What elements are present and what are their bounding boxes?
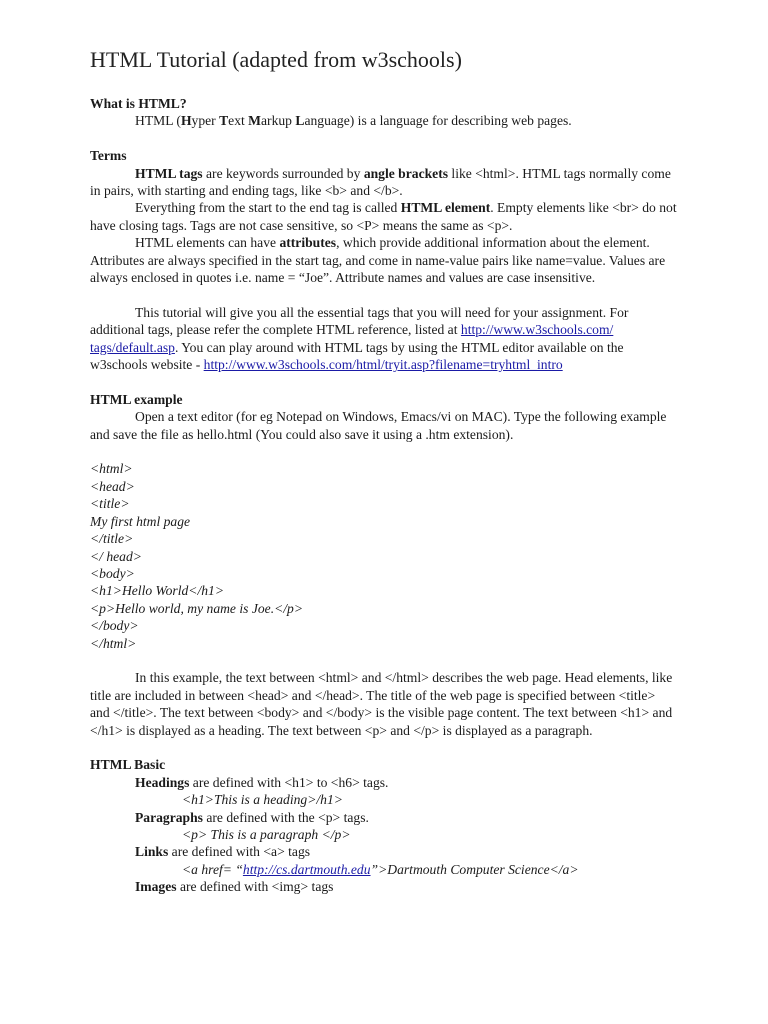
w3schools-reference-link[interactable]: http://www.w3schools.com/ tags/default.asp	[90, 322, 614, 355]
heading-html-example: HTML example	[90, 391, 183, 407]
terms-paragraph-reference: This tutorial will give you all the essential tags that you will need for your assignment. For additional tags, please refer the complete HTML reference, listed at http://www.w3schools.com/ tags/default.asp. You can play around with HTML tags by using the HTML editor available on the w3schools website - http://www.w3schools.com/html/tryit.asp?filename=tryhtml_intro	[90, 304, 629, 373]
example-explanation-paragraph: In this example, the text between <html> and </html> describes the web page. Head elements, like title are included in between <head> and </head>. The title of the web page is specified between <title> and </title>. The text between <body> and </body> is the visible page content. The text between <h1> and </h1> is displayed as a heading. The text between <p> and </p> is displayed as a paragraph.	[90, 670, 673, 738]
basic-paragraphs-code: <p> This is a paragraph </p>	[182, 826, 351, 842]
dartmouth-cs-link[interactable]: http://cs.dartmouth.edu	[242, 861, 371, 877]
code-line: My first html page	[90, 513, 191, 529]
basic-images-item: Images are defined with <img> tags	[135, 879, 334, 895]
what-is-html-paragraph: HTML (Hyper Text Markup Language) is a language for describing web pages.	[135, 113, 572, 129]
w3schools-tryit-link[interactable]: http://www.w3schools.com/html/tryit.asp?filename=tryhtml_intro	[203, 357, 563, 373]
example-intro-paragraph: Open a text editor (for eg Notepad on Windows, Emacs/vi on MAC). Type the following example and save the file as hello.html (You could also save it using a .htm extension).	[90, 409, 667, 442]
basic-links-item: Links are defined with <a> tags	[135, 844, 311, 860]
code-line: </body>	[90, 618, 139, 634]
code-line: <body>	[90, 565, 135, 581]
terms-paragraph-tags: HTML tags are keywords surrounded by angle brackets like <html>. HTML tags normally come in pairs, with starting and ending tags, like <b> and </b>.	[90, 165, 671, 199]
code-line: </title>	[90, 531, 134, 547]
code-line: <title>	[90, 496, 130, 512]
basic-headings-item: Headings are defined with <h1> to <h6> tags.	[135, 774, 389, 790]
code-line: </html>	[90, 635, 137, 651]
basic-paragraphs-item: Paragraphs are defined with the <p> tags.	[135, 809, 369, 825]
code-line: <h1>Hello World</h1>	[90, 583, 224, 599]
terms-paragraph-attributes: HTML elements can have attributes, which provide additional information about the element. Attributes are always specified in the start tag, and come in name-value pairs like name=value. Values are always enclosed in quotes i.e. name = “Joe”. Attribute names and values are case insensitive.	[90, 235, 666, 286]
heading-terms: Terms	[90, 148, 127, 164]
code-example-block	[90, 460, 678, 651]
page-title: HTML Tutorial (adapted from w3schools)	[90, 47, 462, 72]
document-body	[90, 46, 678, 896]
terms-paragraph-element: Everything from the start to the end tag is called HTML element. Empty elements like <br> do not have closing tags. Tags are not case sensitive, so <P> means the same as <p>.	[90, 200, 677, 233]
basic-headings-code: <h1>This is a heading>/h1>	[182, 792, 343, 808]
code-line: <head>	[90, 478, 135, 494]
code-line: <html>	[90, 461, 133, 477]
heading-html-basic: HTML Basic	[90, 757, 166, 773]
code-line: </ head>	[90, 548, 142, 564]
code-line: <p>Hello world, my name is Joe.</p>	[90, 600, 304, 616]
basic-links-code: <a href= “http://cs.dartmouth.edu”>Dartmouth Computer Science</a>	[182, 861, 579, 877]
heading-what-is-html: What is HTML?	[90, 96, 187, 111]
